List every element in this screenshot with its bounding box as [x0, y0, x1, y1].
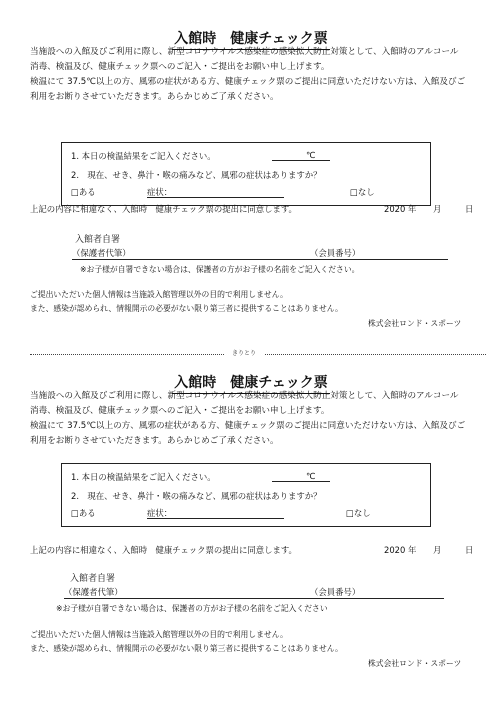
question-box	[61, 463, 431, 527]
question-symptoms: 2. 現在、せき、鼻汁・喉の痛みなど、風邪の症状はありますか？	[71, 170, 322, 180]
consent-text: 上記の内容に相違なく、入館時 健康チェック票の提出に同意します。	[30, 545, 297, 555]
checkbox-yes[interactable]: □ある	[71, 187, 96, 197]
question-temperature: 1. 本日の検温結果をご記入ください。	[71, 472, 216, 482]
form-title: 入館時 健康チェック票	[0, 28, 502, 50]
company-name: 株式会社ロンド・スポーツ	[368, 319, 462, 328]
checkbox-yes[interactable]: □ある	[71, 508, 96, 518]
question-symptoms: 2. 現在、せき、鼻汁・喉の痛みなど、風邪の症状はありますか？	[71, 491, 322, 501]
privacy-line: また、感染が認められ、情報開示の必要がない限り第三者に提供することはありません。	[30, 304, 343, 313]
date-day: 日	[465, 545, 474, 555]
intro-line: 消毒、検温及び、健康チェック票へのご記入・ご提出をお願い申し上げます。	[30, 406, 330, 416]
member-number-label: （会員番号）	[310, 587, 361, 597]
signer-label: 入館者自署	[75, 235, 121, 245]
temperature-field[interactable]	[272, 470, 330, 482]
intro-line: 利用をお断りさせていただきます。あらかじめご了承ください。	[30, 436, 279, 446]
intro-line: 利用をお断りさせていただきます。あらかじめご了承ください。	[30, 92, 279, 102]
intro-line: 検温にて 37.5℃以上の方、風邪の症状がある方、健康チェック票のご提出に同意いただけない方は、入館及びご	[30, 77, 466, 87]
consent-text: 上記の内容に相違なく、入館時 健康チェック票の提出に同意します。	[30, 204, 297, 214]
question-temperature: 1. 本日の検温結果をご記入ください。	[71, 151, 216, 161]
checkbox-no[interactable]: □なし	[350, 187, 375, 197]
date-year: 2020 年	[384, 545, 417, 555]
guardian-label: （保護者代筆）	[64, 587, 123, 597]
checkbox-no[interactable]: □なし	[346, 508, 371, 518]
company-name: 株式会社ロンド・スポーツ	[368, 659, 462, 668]
privacy-line: ご提出いただいた個人情報は当施設入館管理以外の目的で利用しません。	[30, 630, 288, 639]
date-month: 月	[433, 545, 442, 555]
date-day: 日	[465, 204, 474, 214]
signer-label: 入館者自署	[70, 574, 116, 584]
date-month: 月	[433, 204, 442, 214]
date-year: 2020 年	[384, 204, 417, 214]
privacy-line: ご提出いただいた個人情報は当施設入館管理以外の目的で利用しません。	[30, 290, 288, 299]
intro-line: 消毒、検温及び、健康チェック票へのご記入・ご提出をお願い申し上げます。	[30, 62, 330, 72]
privacy-line: また、感染が認められ、情報開示の必要がない限り第三者に提供することはありません。	[30, 644, 343, 653]
intro-text	[30, 389, 480, 449]
intro-line: 検温にて 37.5℃以上の方、風邪の症状がある方、健康チェック票のご提出に同意いただけない方は、入館及びご	[30, 421, 466, 431]
celsius-unit: ℃	[306, 471, 316, 481]
symptom-label: 症状：	[147, 187, 173, 197]
celsius-unit: ℃	[306, 150, 316, 160]
intro-line: 当施設への入館及びご利用に際し、新型コロナウイルス感染症の感染拡大防止対策として、入館時のアルコール	[30, 47, 459, 57]
cut-label: きりとり	[224, 348, 264, 357]
member-number-label: （会員番号）	[310, 248, 361, 258]
guardian-label: （保護者代筆）	[72, 248, 131, 258]
signature-line[interactable]	[64, 598, 444, 599]
symptom-field[interactable]	[147, 507, 284, 519]
form-title: 入館時 健康チェック票	[0, 372, 502, 394]
intro-line: 当施設への入館及びご利用に際し、新型コロナウイルス感染症の感染拡大防止対策として、入館時のアルコール	[30, 391, 459, 401]
symptom-label: 症状：	[147, 508, 173, 518]
child-note: ※お子様が自署できない場合は、保護者の方がお子様の名前をご記入ください	[56, 604, 328, 613]
child-note: ※お子様が自署できない場合は、保護者の方がお子様の名前をご記入ください。	[80, 265, 360, 274]
